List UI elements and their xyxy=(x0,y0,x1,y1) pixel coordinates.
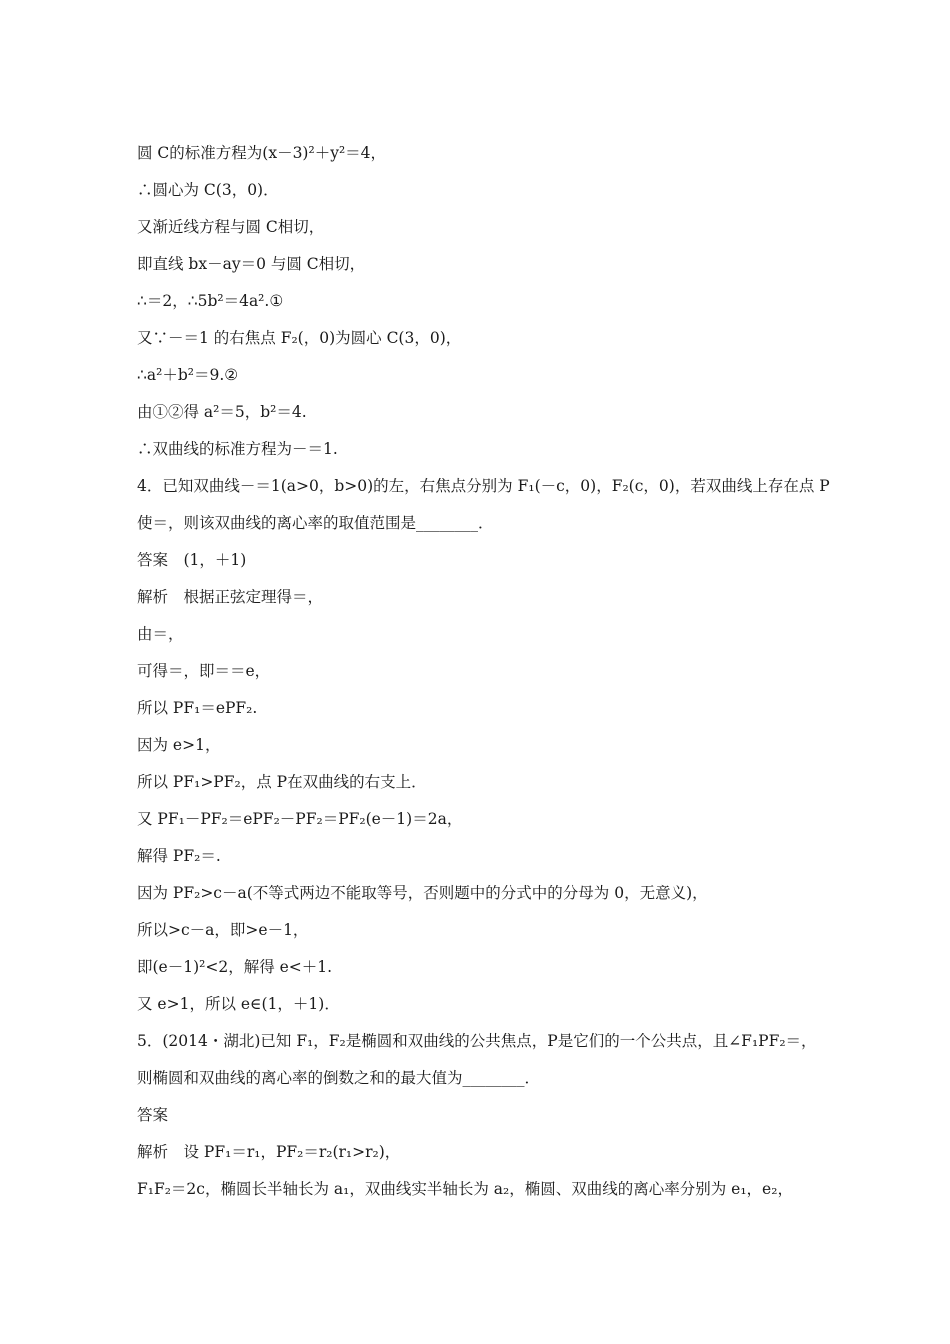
question-4-line-1: 4．已知双曲线－＝1(a>0，b>0)的左，右焦点分别为 F₁(－c，0)，F₂(c，0)，若双曲线上存在点 P xyxy=(137,477,830,495)
text-line: 由①②得 a²＝5，b²＝4. xyxy=(137,403,307,421)
text-line: 即直线 bx－ay＝0 与圆 C相切， xyxy=(137,255,366,273)
question-5-line-1: 5．(2014・湖北)已知 F₁，F₂是椭圆和双曲线的公共焦点，P是它们的一个公共点，且∠F₁PF₂＝， xyxy=(137,1032,817,1050)
text-line: 解得 PF₂＝. xyxy=(137,847,221,865)
text-line: 所以 PF₁＝ePF₂. xyxy=(137,699,258,717)
text-line: 因为 PF₂>c－a(不等式两边不能取等号，否则题中的分式中的分母为 0，无意义)， xyxy=(137,884,708,902)
text-line: ∴双曲线的标准方程为－＝1. xyxy=(137,440,338,458)
text-line: 所以>c－a，即>e－1， xyxy=(137,921,309,939)
text-line: 即(e－1)²<2，解得 e<＋1. xyxy=(137,958,333,976)
text-line: ∴a²＋b²＝9.② xyxy=(137,366,239,384)
question-5-line-2: 则椭圆和双曲线的离心率的倒数之和的最大值为________． xyxy=(137,1069,541,1087)
text-line: 圆 C的标准方程为(x－3)²＋y²＝4， xyxy=(137,144,387,162)
text-line: 又 e>1，所以 e∈(1，＋1)． xyxy=(137,995,340,1013)
text-line: ∴圆心为 C(3，0)． xyxy=(137,181,279,199)
analysis-label: 解析 设 PF₁＝r₁，PF₂＝r₂(r₁>r₂)， xyxy=(137,1143,401,1161)
answer-label: 答案 (1，＋1) xyxy=(137,551,247,569)
analysis-label: 解析 根据正弦定理得＝， xyxy=(137,588,324,606)
text-line: 可得＝，即＝＝e， xyxy=(137,662,271,680)
text-line: 因为 e>1， xyxy=(137,736,221,754)
text-line: F₁F₂＝2c，椭圆长半轴长为 a₁，双曲线实半轴长为 a₂，椭圆、双曲线的离心率分别为 e₁，e₂， xyxy=(137,1180,793,1198)
answer-label: 答案 xyxy=(137,1106,169,1124)
text-line: 所以 PF₁>PF₂，点 P在双曲线的右支上． xyxy=(137,773,427,791)
text-line: 由＝， xyxy=(137,625,184,643)
text-line: 又 PF₁－PF₂＝ePF₂－PF₂＝PF₂(e－1)＝2a， xyxy=(137,810,463,828)
text-line: ∴＝2，∴5b²＝4a².① xyxy=(137,292,284,310)
question-4-line-2: 使＝，则该双曲线的离心率的取值范围是________． xyxy=(137,514,494,532)
text-line: 又渐近线方程与圆 C相切， xyxy=(137,218,325,236)
text-line: 又∵－＝1 的右焦点 F₂(，0)为圆心 C(3，0)， xyxy=(137,329,462,347)
